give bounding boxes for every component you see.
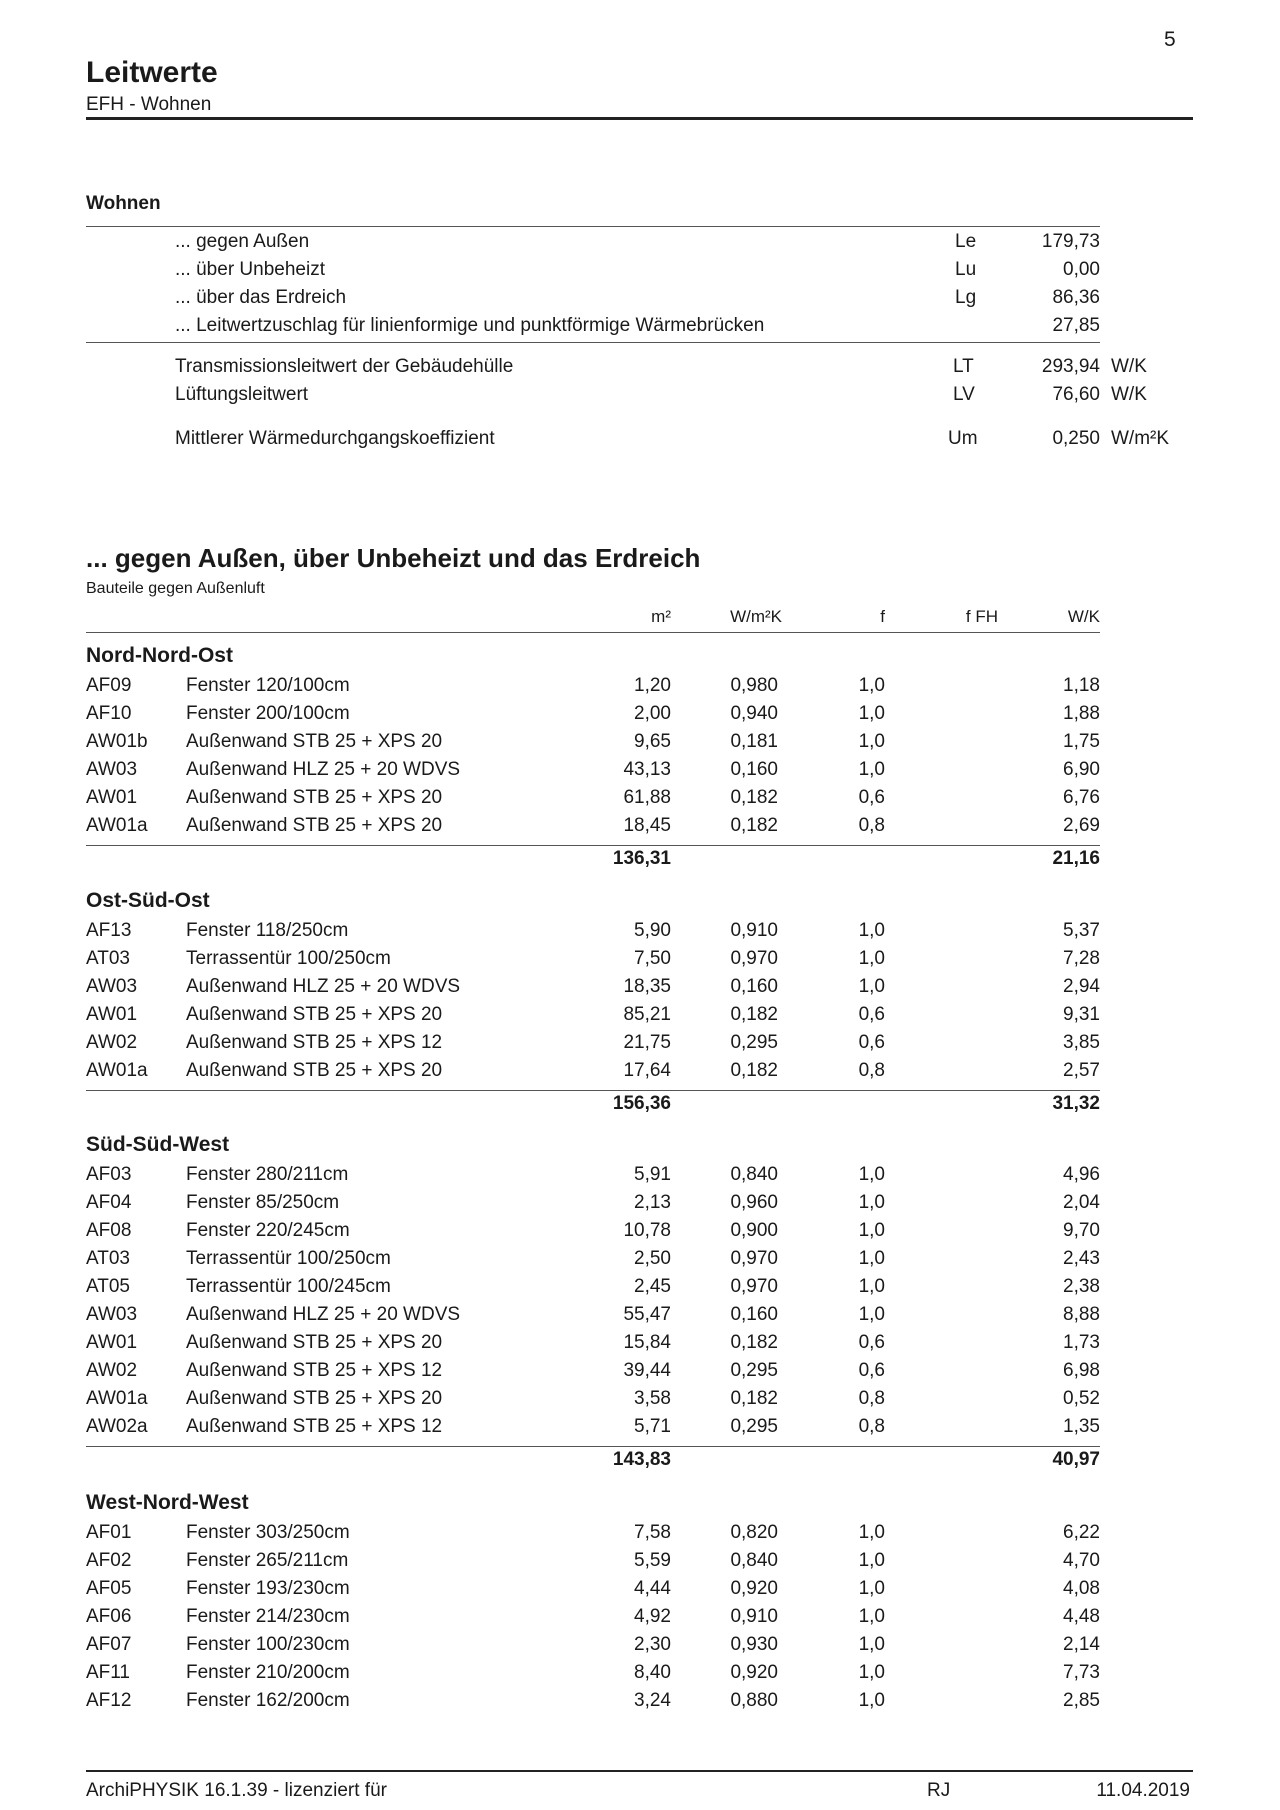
summary-value: 27,85 (1052, 315, 1100, 336)
row-u-value: 0,970 (730, 948, 778, 969)
page-title: Leitwerte (86, 56, 218, 89)
row-factor: 0,6 (858, 1032, 885, 1053)
row-conductance: 1,18 (1063, 675, 1100, 696)
row-name: Außenwand STB 25 + XPS 20 (186, 1332, 443, 1353)
table-row (0, 1388, 1280, 1416)
row-u-value: 0,920 (730, 1578, 778, 1599)
row-factor: 1,0 (858, 1662, 885, 1683)
row-conductance: 5,37 (1063, 920, 1100, 941)
summary-total-symbol: Um (948, 428, 978, 449)
summary-symbol: Le (955, 231, 977, 252)
summary-value: 86,36 (1052, 287, 1100, 308)
row-area: 17,64 (623, 1060, 671, 1081)
row-name: Fenster 120/100cm (186, 675, 350, 696)
row-conductance: 4,70 (1063, 1550, 1100, 1571)
table-row (0, 1606, 1280, 1634)
summary-label: ... gegen Außen (175, 231, 310, 252)
row-factor: 1,0 (858, 1220, 885, 1241)
column-header-u: W/m²K (730, 607, 782, 626)
column-header-ffh: f FH (965, 607, 998, 626)
table-row (0, 1690, 1280, 1718)
row-name: Terrassentür 100/250cm (186, 1248, 391, 1269)
row-area: 18,35 (623, 976, 671, 997)
row-area: 18,45 (623, 815, 671, 836)
row-u-value: 0,910 (730, 1606, 778, 1627)
table-row (0, 1662, 1280, 1690)
row-factor: 1,0 (858, 1276, 885, 1297)
row-code: AW02 (86, 1360, 138, 1381)
row-factor: 1,0 (858, 1522, 885, 1543)
row-code: AF09 (86, 675, 132, 696)
row-u-value: 0,182 (730, 787, 778, 808)
row-code: AW03 (86, 976, 138, 997)
row-factor: 1,0 (858, 1690, 885, 1711)
row-u-value: 0,960 (730, 1192, 778, 1213)
group-total-row (0, 1093, 1280, 1121)
footer-rule (86, 1770, 1193, 1772)
row-code: AF10 (86, 703, 132, 724)
row-factor: 0,6 (858, 787, 885, 808)
footer-date: 11.04.2019 (1096, 1780, 1190, 1801)
summary-total-symbol: LT (953, 356, 974, 377)
row-conductance: 3,85 (1063, 1032, 1100, 1053)
row-conductance: 4,96 (1063, 1164, 1100, 1185)
summary-mid-rule (86, 342, 1100, 343)
row-u-value: 0,840 (730, 1550, 778, 1571)
table-row (0, 1220, 1280, 1248)
row-code: AF08 (86, 1220, 132, 1241)
table-row (0, 1360, 1280, 1388)
row-name: Außenwand STB 25 + XPS 20 (186, 1060, 443, 1081)
row-area: 4,92 (634, 1606, 671, 1627)
row-code: AW03 (86, 1304, 138, 1325)
summary-symbol: Lg (955, 287, 977, 308)
row-u-value: 0,295 (730, 1360, 778, 1381)
row-u-value: 0,920 (730, 1662, 778, 1683)
group-title: Süd-Süd-West (86, 1133, 230, 1156)
summary-symbol: Lu (955, 259, 977, 280)
row-code: AW01b (86, 731, 148, 752)
column-header-f: f (880, 607, 885, 626)
table-row (0, 787, 1280, 815)
group-title: Nord-Nord-Ost (86, 644, 233, 667)
row-factor: 1,0 (858, 1578, 885, 1599)
row-area: 7,58 (634, 1522, 671, 1543)
table-row (0, 815, 1280, 843)
row-code: AW01 (86, 1004, 138, 1025)
row-factor: 0,6 (858, 1004, 885, 1025)
row-conductance: 2,94 (1063, 976, 1100, 997)
group-total-row (0, 848, 1280, 876)
group-total-rule (86, 1446, 1100, 1447)
row-factor: 0,8 (858, 1416, 885, 1437)
row-code: AT03 (86, 948, 131, 969)
row-code: AT05 (86, 1276, 131, 1297)
row-factor: 0,6 (858, 1332, 885, 1353)
row-factor: 1,0 (858, 1606, 885, 1627)
row-code: AW01a (86, 815, 148, 836)
row-code: AF02 (86, 1550, 132, 1571)
header-rule (86, 117, 1193, 120)
row-conductance: 7,73 (1063, 1662, 1100, 1683)
group-total-area: 156,36 (612, 1093, 671, 1114)
row-conductance: 8,88 (1063, 1304, 1100, 1325)
row-area: 61,88 (623, 787, 671, 808)
row-name: Fenster 100/230cm (186, 1634, 350, 1655)
row-conductance: 2,14 (1063, 1634, 1100, 1655)
row-u-value: 0,940 (730, 703, 778, 724)
row-code: AF11 (86, 1662, 131, 1683)
summary-label: ... über das Erdreich (175, 287, 347, 308)
group-total-area: 136,31 (612, 848, 671, 869)
page-number: 5 (1164, 28, 1176, 51)
row-factor: 0,8 (858, 1388, 885, 1409)
row-u-value: 0,820 (730, 1522, 778, 1543)
row-area: 5,59 (634, 1550, 671, 1571)
row-area: 15,84 (623, 1332, 671, 1353)
row-code: AF13 (86, 920, 132, 941)
row-name: Außenwand STB 25 + XPS 20 (186, 787, 443, 808)
row-conductance: 2,69 (1063, 815, 1100, 836)
row-name: Außenwand STB 25 + XPS 20 (186, 1388, 443, 1409)
group-total-conductance: 21,16 (1052, 848, 1100, 869)
table-row (0, 1522, 1280, 1550)
row-name: Fenster 162/200cm (186, 1690, 350, 1711)
row-area: 3,58 (634, 1388, 671, 1409)
table-row (0, 948, 1280, 976)
table-row (0, 1032, 1280, 1060)
row-conductance: 6,98 (1063, 1360, 1100, 1381)
summary-total-unit: W/K (1111, 384, 1147, 405)
row-conductance: 1,88 (1063, 703, 1100, 724)
row-conductance: 2,85 (1063, 1690, 1100, 1711)
row-factor: 1,0 (858, 675, 885, 696)
row-u-value: 0,182 (730, 815, 778, 836)
row-name: Fenster 220/245cm (186, 1220, 350, 1241)
group-total-conductance: 31,32 (1052, 1093, 1100, 1114)
table-row (0, 1248, 1280, 1276)
row-conductance: 2,57 (1063, 1060, 1100, 1081)
group-total-conductance: 40,97 (1052, 1449, 1100, 1470)
row-code: AW01 (86, 787, 138, 808)
row-conductance: 1,73 (1063, 1332, 1100, 1353)
row-u-value: 0,930 (730, 1634, 778, 1655)
summary-total-value: 76,60 (1052, 384, 1100, 405)
row-u-value: 0,840 (730, 1164, 778, 1185)
summary-total-symbol: LV (953, 384, 975, 405)
table-row (0, 1634, 1280, 1662)
row-code: AF04 (86, 1192, 132, 1213)
row-area: 4,44 (634, 1578, 671, 1599)
summary-top-rule (86, 226, 1100, 227)
row-name: Außenwand STB 25 + XPS 20 (186, 815, 443, 836)
group-total-rule (86, 1090, 1100, 1091)
column-header-rule (86, 632, 1100, 633)
section-subtitle: Bauteile gegen Außenluft (86, 580, 265, 597)
row-area: 85,21 (623, 1004, 671, 1025)
row-u-value: 0,880 (730, 1690, 778, 1711)
row-u-value: 0,160 (730, 759, 778, 780)
row-area: 1,20 (634, 675, 671, 696)
row-code: AW01a (86, 1388, 148, 1409)
row-name: Außenwand HLZ 25 + 20 WDVS (186, 1304, 461, 1325)
row-factor: 1,0 (858, 1248, 885, 1269)
row-area: 43,13 (623, 759, 671, 780)
row-area: 21,75 (623, 1032, 671, 1053)
row-u-value: 0,970 (730, 1276, 778, 1297)
summary-total-label: Transmissionsleitwert der Gebäudehülle (175, 356, 514, 377)
row-factor: 1,0 (858, 1550, 885, 1571)
row-area: 39,44 (623, 1360, 671, 1381)
row-name: Fenster 193/230cm (186, 1578, 350, 1599)
row-name: Außenwand STB 25 + XPS 12 (186, 1360, 443, 1381)
row-conductance: 6,22 (1063, 1522, 1100, 1543)
column-header-wk: W/K (1067, 607, 1100, 626)
row-name: Terrassentür 100/245cm (186, 1276, 391, 1297)
row-area: 10,78 (623, 1220, 671, 1241)
group-title: West-Nord-West (86, 1491, 249, 1514)
row-code: AW02 (86, 1032, 138, 1053)
row-conductance: 2,38 (1063, 1276, 1100, 1297)
row-area: 2,00 (634, 703, 671, 724)
row-u-value: 0,900 (730, 1220, 778, 1241)
section-title: ... gegen Außen, über Unbeheizt und das Erdreich (86, 543, 701, 573)
column-header-m2: m² (651, 607, 671, 626)
row-u-value: 0,182 (730, 1388, 778, 1409)
summary-total-label: Lüftungsleitwert (175, 384, 309, 405)
row-conductance: 1,75 (1063, 731, 1100, 752)
summary-label: ... Leitwertzuschlag für linienformige und punktförmige Wärmebrücken (175, 315, 765, 336)
summary-heading: Wohnen (86, 193, 161, 214)
table-row (0, 1004, 1280, 1032)
summary-value: 0,00 (1063, 259, 1100, 280)
table-row (0, 1192, 1280, 1220)
row-name: Fenster 214/230cm (186, 1606, 350, 1627)
row-code: AF12 (86, 1690, 132, 1711)
row-conductance: 2,43 (1063, 1248, 1100, 1269)
table-row (0, 1578, 1280, 1606)
row-area: 2,13 (634, 1192, 671, 1213)
table-row (0, 731, 1280, 759)
row-code: AF06 (86, 1606, 132, 1627)
row-factor: 1,0 (858, 976, 885, 997)
row-factor: 1,0 (858, 731, 885, 752)
row-factor: 1,0 (858, 948, 885, 969)
row-name: Fenster 200/100cm (186, 703, 350, 724)
row-conductance: 7,28 (1063, 948, 1100, 969)
row-code: AT03 (86, 1248, 131, 1269)
row-factor: 1,0 (858, 1634, 885, 1655)
row-name: Fenster 280/211cm (186, 1164, 349, 1185)
row-conductance: 6,90 (1063, 759, 1100, 780)
row-name: Fenster 85/250cm (186, 1192, 340, 1213)
row-code: AW01 (86, 1332, 138, 1353)
row-conductance: 9,31 (1063, 1004, 1100, 1025)
group-total-row (0, 1449, 1280, 1477)
row-name: Außenwand STB 25 + XPS 12 (186, 1032, 443, 1053)
row-u-value: 0,182 (730, 1004, 778, 1025)
row-name: Fenster 118/250cm (186, 920, 349, 941)
page-subtitle: EFH - Wohnen (86, 94, 212, 115)
row-code: AW02a (86, 1416, 148, 1437)
row-conductance: 1,35 (1063, 1416, 1100, 1437)
table-row (0, 976, 1280, 1004)
row-name: Fenster 303/250cm (186, 1522, 350, 1543)
row-factor: 1,0 (858, 920, 885, 941)
table-row (0, 675, 1280, 703)
row-u-value: 0,970 (730, 1248, 778, 1269)
row-u-value: 0,295 (730, 1032, 778, 1053)
row-factor: 1,0 (858, 703, 885, 724)
table-row (0, 1304, 1280, 1332)
row-u-value: 0,181 (730, 731, 778, 752)
row-factor: 0,6 (858, 1360, 885, 1381)
table-row (0, 759, 1280, 787)
row-area: 5,71 (634, 1416, 671, 1437)
table-row (0, 1060, 1280, 1088)
summary-total-value: 0,250 (1052, 428, 1100, 449)
row-name: Außenwand HLZ 25 + 20 WDVS (186, 976, 461, 997)
table-row (0, 1550, 1280, 1578)
row-factor: 1,0 (858, 1304, 885, 1325)
row-code: AF01 (86, 1522, 132, 1543)
row-area: 8,40 (634, 1662, 671, 1683)
row-factor: 0,8 (858, 815, 885, 836)
row-area: 55,47 (623, 1304, 671, 1325)
row-code: AW03 (86, 759, 138, 780)
summary-total-label: Mittlerer Wärmedurchgangskoeffizient (175, 428, 495, 449)
row-factor: 0,8 (858, 1060, 885, 1081)
row-u-value: 0,182 (730, 1060, 778, 1081)
row-name: Fenster 265/211cm (186, 1550, 349, 1571)
row-name: Fenster 210/200cm (186, 1662, 350, 1683)
row-name: Außenwand STB 25 + XPS 20 (186, 1004, 443, 1025)
row-u-value: 0,980 (730, 675, 778, 696)
row-u-value: 0,910 (730, 920, 778, 941)
table-row (0, 703, 1280, 731)
row-name: Terrassentür 100/250cm (186, 948, 391, 969)
group-total-area: 143,83 (612, 1449, 671, 1470)
row-conductance: 6,76 (1063, 787, 1100, 808)
summary-total-value: 293,94 (1041, 356, 1100, 377)
row-code: AF03 (86, 1164, 132, 1185)
row-u-value: 0,160 (730, 976, 778, 997)
row-factor: 1,0 (858, 759, 885, 780)
row-code: AF07 (86, 1634, 132, 1655)
row-factor: 1,0 (858, 1164, 885, 1185)
footer-initials: RJ (927, 1780, 951, 1801)
row-area: 2,45 (634, 1276, 671, 1297)
row-name: Außenwand HLZ 25 + 20 WDVS (186, 759, 461, 780)
row-area: 9,65 (634, 731, 671, 752)
row-conductance: 4,48 (1063, 1606, 1100, 1627)
summary-label: ... über Unbeheizt (175, 259, 325, 280)
row-name: Außenwand STB 25 + XPS 20 (186, 731, 443, 752)
row-area: 5,91 (634, 1164, 671, 1185)
group-title: Ost-Süd-Ost (86, 889, 210, 912)
row-code: AF05 (86, 1578, 132, 1599)
table-row (0, 1276, 1280, 1304)
row-factor: 1,0 (858, 1192, 885, 1213)
table-row (0, 1164, 1280, 1192)
row-name: Außenwand STB 25 + XPS 12 (186, 1416, 443, 1437)
row-conductance: 0,52 (1063, 1388, 1100, 1409)
row-area: 2,30 (634, 1634, 671, 1655)
row-area: 3,24 (634, 1690, 671, 1711)
summary-value: 179,73 (1041, 231, 1100, 252)
row-u-value: 0,295 (730, 1416, 778, 1437)
summary-total-unit: W/m²K (1111, 428, 1170, 449)
row-area: 5,90 (634, 920, 671, 941)
table-row (0, 1416, 1280, 1444)
group-total-rule (86, 845, 1100, 846)
footer-software: ArchiPHYSIK 16.1.39 - lizenziert für (86, 1780, 387, 1801)
row-code: AW01a (86, 1060, 148, 1081)
row-conductance: 4,08 (1063, 1578, 1100, 1599)
summary-total-unit: W/K (1111, 356, 1147, 377)
row-conductance: 2,04 (1063, 1192, 1100, 1213)
row-area: 7,50 (634, 948, 671, 969)
row-area: 2,50 (634, 1248, 671, 1269)
row-conductance: 9,70 (1063, 1220, 1100, 1241)
table-row (0, 1332, 1280, 1360)
row-u-value: 0,182 (730, 1332, 778, 1353)
table-row (0, 920, 1280, 948)
row-u-value: 0,160 (730, 1304, 778, 1325)
